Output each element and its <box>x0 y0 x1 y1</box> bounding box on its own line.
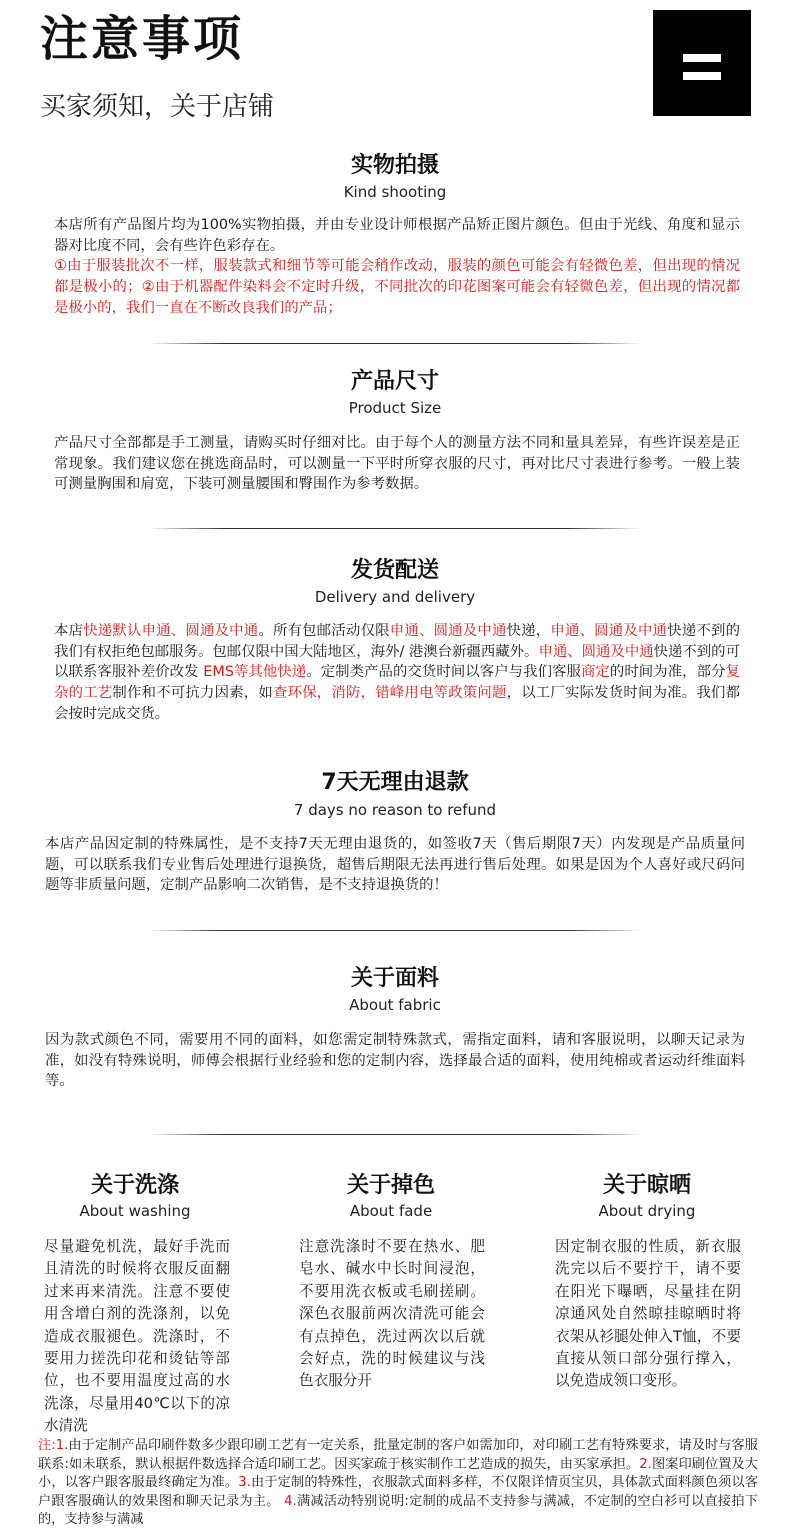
body-text: 满减活动特别说明:定制的成品不支持参与满减，不定制的空白衫可以直接拍下的，支持参与满减 <box>38 1493 758 1528</box>
page-subtitle: 买家须知，关于店铺 <box>40 92 275 122</box>
highlight-text: 申通、圆通及中通 <box>389 623 507 639</box>
fade-title: 关于掉色 <box>346 1173 435 1198</box>
drying-title: 关于晾晒 <box>602 1173 691 1198</box>
drying-subtitle: About drying <box>598 1202 696 1220</box>
size-section-subtitle: Product Size <box>348 399 442 417</box>
body-text: ，以工厂实际发货时间为准。我们都会按时完成交货。 <box>54 685 740 722</box>
body-text: 制作和不可抗力因素，如 <box>112 685 273 702</box>
highlight-text: 3. <box>238 1475 251 1491</box>
divider <box>148 930 642 931</box>
body-text: 。所有包邮活动仅限 <box>258 623 390 639</box>
delivery-section-subtitle: Delivery and delivery <box>314 588 476 606</box>
body-text: 快递， <box>506 623 551 639</box>
footer-note <box>38 1437 758 1530</box>
fade-subtitle: About fade <box>349 1202 433 1220</box>
menu-icon <box>653 10 751 116</box>
body-text: 快递不到的我们有权拒绝包邮服务。包邮仅限中国大陆地区，海外/ 港澳台新疆西藏外。 <box>54 623 740 660</box>
divider <box>148 1134 642 1135</box>
highlight-text: 注:1. <box>38 1438 69 1453</box>
refund-section-title: 7天无理由退款 <box>321 770 469 795</box>
highlight-text: 商定 <box>580 664 610 681</box>
body-text: 的时间为准，部分 <box>609 664 726 681</box>
body-text: 图案印刷位置及大小，以客户跟客服最终确定为准。 <box>38 1456 758 1491</box>
drying-text: 因定制衣服的性质，新衣服洗完以后不要拧干，请不要在阳光下曝晒，尽量挂在阴凉通风处自然晾挂晾晒时将衣架从衫腿处伸入T恤，不要直接从领口部分强行撑入，以免造成领口变形。 <box>555 1238 741 1390</box>
photo-section-subtitle: Kind shooting <box>343 183 447 201</box>
size-section-text: 产品尺寸全部都是手工测量，请购买时仔细对比。由于每个人的测量方法不同和量具差异，有些许误差是正常现象。我们建议您在挑选商品时，可以测量一下平时所穿衣服的尺寸，再对比尺寸表进行参考。一般上装可测量胸围和肩宽，下装可测量腰围和臀围作为参考数据。 <box>54 435 740 493</box>
highlight-text: 申通、圆通及中通 <box>538 643 654 660</box>
photo-text-normal: 本店所有产品图片均为100%实物拍摄，并由专业设计师根据产品矫正图片颜色。但由于光线、角度和显示器对比度不同，会有些许色彩存在。 <box>54 217 740 254</box>
fade-text: 注意洗涤时不要在热水、肥皂水、碱水中长时间浸泡，不要用洗衣板或毛刷搓刷。深色衣服前两次清洗可能会有点掉色，洗过两次以后就会好点，洗的时候建议与浅色衣服分开 <box>299 1238 485 1390</box>
photo-section-title: 实物拍摄 <box>350 153 439 178</box>
body-text: 快递不到的可以联系客服补差价改发 <box>54 643 740 681</box>
highlight-text: 复杂的工艺 <box>54 664 740 702</box>
highlight-text: 4. <box>284 1493 297 1509</box>
photo-section-text <box>54 215 740 319</box>
page-title: 注意事项 <box>40 11 245 67</box>
washing-subtitle: About washing <box>79 1202 191 1220</box>
highlight-text: EMS等其他快递 <box>203 664 307 681</box>
body-text: 本店 <box>54 623 84 639</box>
highlight-text: 申通、圆通及中通 <box>550 623 668 639</box>
divider <box>148 528 642 529</box>
refund-section-subtitle: 7 days no reason to refund <box>293 801 497 819</box>
body-text: 。定制类产品的交货时间以客户与我们客服 <box>306 664 581 681</box>
washing-title: 关于洗涤 <box>90 1173 179 1198</box>
washing-text: 尽量避免机洗，最好手洗而且清洗的时候将衣服反面翻过来再来清洗。注意不要使用含增白剂的洗涤剂，以免造成衣服褪色。洗涤时，不要用力搓洗印花和烫钻等部位，也不要用温度过高的水洗涤，尽量用40℃以下的凉水清洗 <box>44 1238 230 1435</box>
fabric-section-title: 关于面料 <box>350 966 439 991</box>
refund-section-text: 本店产品因定制的特殊属性，是不支持7天无理由退货的，如签收7天（售后期限7天）内发现是产品质量问题，可以联系我们专业售后处理进行退换货，超售后期限无法再进行售后处理。如果是因为个人喜好或尺码问题等非质量问题，定制产品影响二次销售，是不支持退换货的！ <box>45 836 745 894</box>
divider <box>148 343 642 344</box>
body-text: 由于定制产品印刷件数多少跟印刷工艺有一定关系，批量定制的客户如需加印，对印刷工艺有特殊要求，请及时与客服联系:如未联系，默认根据件数选择合适印刷工艺。因买家疏于核实制作工艺造成的损失，由买家承担。 <box>38 1438 758 1472</box>
highlight-text: 2. <box>639 1456 652 1472</box>
delivery-section-text <box>54 621 740 725</box>
size-section-title: 产品尺寸 <box>350 369 439 394</box>
delivery-section-title: 发货配送 <box>350 558 439 583</box>
highlight-text: 快递默认申通、圆通及中通 <box>83 623 259 639</box>
body-text: 由于定制的特殊性，衣服款式面料多样，不仅限详情页宝贝，具体款式面料颜色须以客户跟客服确认的效果图和聊天记录为主。 <box>38 1475 759 1509</box>
highlight-text: 查环保，消防，错峰用电等政策问题 <box>273 685 507 702</box>
photo-text-red: ①由于服装批次不一样，服装款式和细节等可能会稍作改动，服装的颜色可能会有轻微色差，但出现的情况都是极小的；②由于机器配件染料会不定时升级，不同批次的印花图案可能会有轻微色差，但出现的情况都是极小的，我们一直在不断改良我们的产品； <box>54 258 740 316</box>
fabric-section-text: 因为款式颜色不同，需要用不同的面料，如您需定制特殊款式，需指定面料，请和客服说明，以聊天记录为准，如没有特殊说明，师傅会根据行业经验和您的定制内容，选择最合适的面料，使用纯棉或者运动纤维面料等。 <box>45 1032 745 1090</box>
fabric-section-subtitle: About fabric <box>349 996 441 1014</box>
